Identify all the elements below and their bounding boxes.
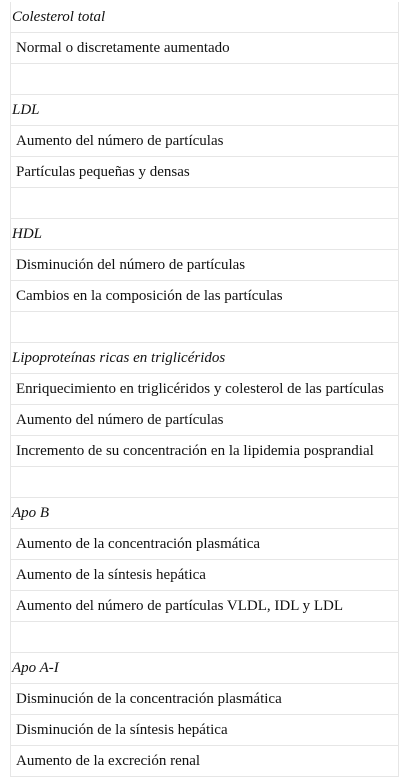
table-row: Disminución de la síntesis hepática — [11, 715, 398, 746]
spacer-row — [11, 622, 398, 653]
spacer-row — [11, 64, 398, 95]
table-row: Normal o discretamente aumentado — [11, 33, 398, 64]
table-row: Cambios en la composición de las partículas — [11, 281, 398, 312]
table-row: Aumento de la síntesis hepática — [11, 560, 398, 591]
table-row: Aumento del número de partículas VLDL, IDL y LDL — [11, 591, 398, 622]
section-header: Lipoproteínas ricas en triglicéridos — [11, 343, 398, 374]
table-row: Disminución de la concentración plasmática — [11, 684, 398, 715]
section-header: Apo B — [11, 498, 398, 529]
table-row: Disminución del número de partículas — [11, 250, 398, 281]
spacer-row — [11, 188, 398, 219]
table-row: Aumento del número de partículas — [11, 405, 398, 436]
lipid-alterations-table — [10, 2, 399, 777]
table-row: Partículas pequeñas y densas — [11, 157, 398, 188]
section-header: Apo A-I — [11, 653, 398, 684]
spacer-row — [11, 312, 398, 343]
table-row: Incremento de su concentración en la lipidemia posprandial — [11, 436, 398, 467]
spacer-row — [11, 467, 398, 498]
section-header: Colesterol total — [11, 2, 398, 33]
table-row: Enriquecimiento en triglicéridos y colesterol de las partículas — [11, 374, 398, 405]
table-row: Aumento de la concentración plasmática — [11, 529, 398, 560]
section-header: LDL — [11, 95, 398, 126]
section-header: HDL — [11, 219, 398, 250]
table-row: Aumento de la excreción renal — [11, 746, 398, 777]
table-row: Aumento del número de partículas — [11, 126, 398, 157]
